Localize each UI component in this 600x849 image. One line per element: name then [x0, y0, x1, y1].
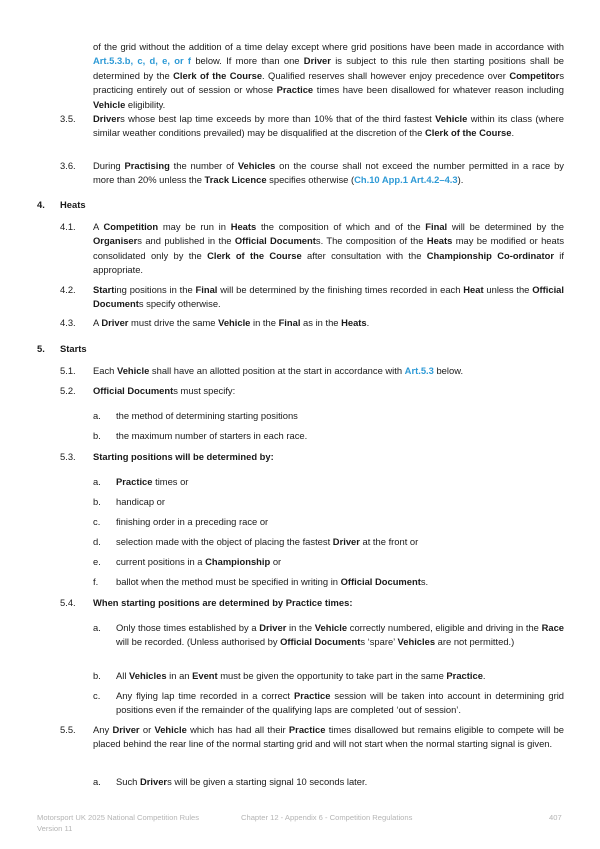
section-number: 4.	[37, 199, 45, 210]
article-link[interactable]: Art.5.3.b, c, d, e, or f	[93, 55, 192, 67]
item-letter: b.	[93, 670, 101, 681]
clause-4-2: Starting positions in the Final will be determined by the finishing times recorded in each Heat unless the Official Documents specify otherwise.	[93, 284, 564, 310]
clause-4-3: A Driver must drive the same Vehicle in the Final as in the Heats.	[93, 317, 370, 328]
section-heading-heats: Heats	[60, 199, 86, 210]
list-item: Such Drivers will be given a starting signal 10 seconds later.	[116, 776, 368, 787]
item-letter: e.	[93, 556, 101, 567]
list-item: handicap or	[116, 496, 165, 507]
list-item: selection made with the object of placing the fastest Driver at the front or	[116, 536, 419, 547]
clause-4-1: A Competition may be run in Heats the composition of which and of the Final will be determined by the Organisers and published in the Official Documents. The composition of the Heats may be modified or heats consolidated only by the Clerk of the Course after consultation with the Championship Co-ordinator if appropriate.	[93, 221, 565, 276]
clause-number: 4.2.	[60, 284, 76, 295]
list-item: ballot when the method must be specified in writing in Official Documents.	[116, 576, 429, 587]
clause-number: 5.1.	[60, 365, 76, 376]
clause-5-4-heading: When starting positions are determined by Practice times:	[93, 597, 353, 608]
item-letter: a.	[93, 622, 101, 633]
item-letter: d.	[93, 536, 101, 547]
item-letter: c.	[93, 516, 101, 527]
footer-chapter: Chapter 12 - Appendix 6 - Competition Regulations	[241, 813, 413, 822]
section-number: 5.	[37, 343, 45, 354]
item-letter: c.	[93, 690, 101, 701]
article-link[interactable]: Art.5.3	[404, 365, 434, 376]
clause-5-3-heading: Starting positions will be determined by:	[93, 451, 274, 462]
footer-publication: Motorsport UK 2025 National Competition Rules	[37, 813, 200, 822]
item-letter: b.	[93, 496, 101, 507]
section-heading-starts: Starts	[60, 343, 87, 354]
item-letter: b.	[93, 430, 101, 441]
item-letter: a.	[93, 476, 101, 487]
list-item: finishing order in a preceding race or	[116, 516, 269, 527]
clause-number: 5.3.	[60, 451, 76, 462]
clause-number: 4.1.	[60, 221, 76, 232]
intro-paragraph: of the grid without the addition of a time delay except where grid positions have been made in accordance with Art.5.3.b, c, d, e, or f below. If more than one Driver is subject to this rule then starting positions shall be determined by the Clerk of the Course. Qualified reserves shall however enjoy precedence over Competitors practicing entirely out of session or whose Practice times have been disallowed for whatever reason including Vehicle eligibility.	[93, 41, 564, 110]
clause-5-5: Any Driver or Vehicle which has had all their Practice times disallowed but remains eligible to compete will be placed behind the rear line of the normal starting grid and will not start when the normal starting signal is given.	[93, 724, 564, 750]
clause-5-1: Each Vehicle shall have an allotted position at the start in accordance with Art.5.3 below.	[93, 365, 464, 376]
item-letter: a.	[93, 776, 101, 787]
clause-3-5: Drivers whose best lap time exceeds by more than 10% that of the third fastest Vehicle within its class (where similar weather conditions prevailed) may be disqualified at the discretion of the Clerk of the Course.	[93, 113, 564, 139]
clause-number: 5.4.	[60, 597, 76, 608]
list-item: All Vehicles in an Event must be given the opportunity to take part in the same Practice.	[116, 670, 486, 681]
list-item: current positions in a Championship or	[116, 556, 282, 567]
item-letter: a.	[93, 410, 101, 421]
clause-number: 5.2.	[60, 385, 76, 396]
clause-number: 3.5.	[60, 113, 76, 124]
list-item: Practice times or	[116, 476, 189, 487]
list-item: Any flying lap time recorded in a correct Practice session will be taken into account in determining grid positions even if the remainder of the qualifying laps are completed ‘out of session’.	[116, 690, 564, 716]
clause-number: 4.3.	[60, 317, 76, 328]
chapter-link[interactable]: Ch.10 App.1 Art.4.2–4.3	[354, 174, 458, 186]
list-item: the method of determining starting positions	[116, 410, 298, 421]
clause-3-6: During Practising the number of Vehicles on the course shall not exceed the number permitted in a race by more than 20% unless the Track Licence specifies otherwise (Ch.10 App.1 Art.4.2–4.3).	[93, 160, 564, 186]
item-letter: f.	[93, 576, 99, 587]
clause-5-2: Official Documents must specify:	[93, 385, 236, 396]
footer-version: Version 11	[37, 824, 73, 833]
clause-number: 3.6.	[60, 160, 76, 171]
clause-number: 5.5.	[60, 724, 76, 735]
list-item: Only those times established by a Driver in the Vehicle correctly numbered, eligible and driving in the Race will be recorded. (Unless authorised by Official Documents ‘spare’ Vehicles are not permitted.)	[116, 622, 565, 648]
page-number: 407	[549, 813, 562, 822]
list-item: the maximum number of starters in each race.	[116, 430, 308, 441]
